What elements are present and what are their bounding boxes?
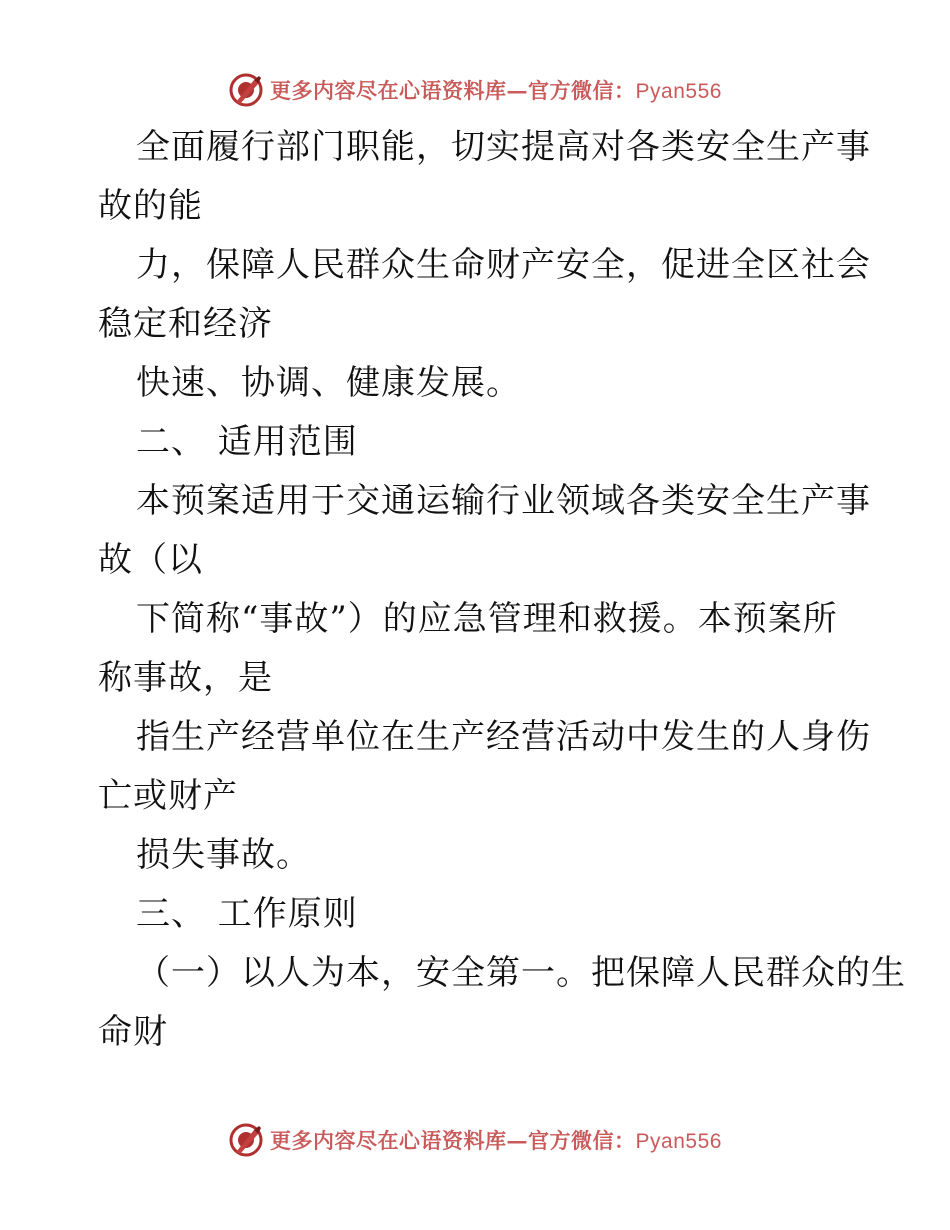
- text-line: （一）以人为本，安全第一。把保障人民群众的生: [136, 953, 906, 993]
- text-line: 本预案适用于交通运输行业领域各类安全生产事: [136, 481, 871, 521]
- pen-logo-icon: [228, 72, 264, 108]
- text-line: 快速、协调、健康发展。: [136, 363, 521, 403]
- text-line: 指生产经营单位在生产经营活动中发生的人身伤: [136, 717, 871, 757]
- text-line: 命财: [98, 1012, 168, 1052]
- text-line: 故（以: [98, 540, 203, 580]
- text-line: 称事故，是: [98, 658, 273, 698]
- text-line: 全面履行部门职能，切实提高对各类安全生产事: [136, 127, 871, 167]
- section-heading: 三、 工作原则: [136, 894, 358, 934]
- text-line: 损失事故。: [136, 835, 311, 875]
- header-banner-text: 更多内容尽在心语资料库—官方微信：Pyan556: [270, 78, 722, 103]
- footer-banner-text: 更多内容尽在心语资料库—官方微信：Pyan556: [270, 1128, 722, 1153]
- footer-banner: [0, 1120, 950, 1160]
- text-line: 下简称“事故”）的应急管理和救援。本预案所: [136, 599, 838, 639]
- text-line: 力，保障人民群众生命财产安全，促进全区社会: [136, 245, 871, 285]
- text-line: 亡或财产: [98, 776, 238, 816]
- text-line: 故的能: [98, 186, 203, 226]
- section-heading: 二、 适用范围: [136, 422, 358, 462]
- text-line: 稳定和经济: [98, 304, 273, 344]
- pen-logo-icon: [228, 1122, 264, 1158]
- document-body: [98, 118, 906, 1062]
- header-banner: [0, 70, 950, 110]
